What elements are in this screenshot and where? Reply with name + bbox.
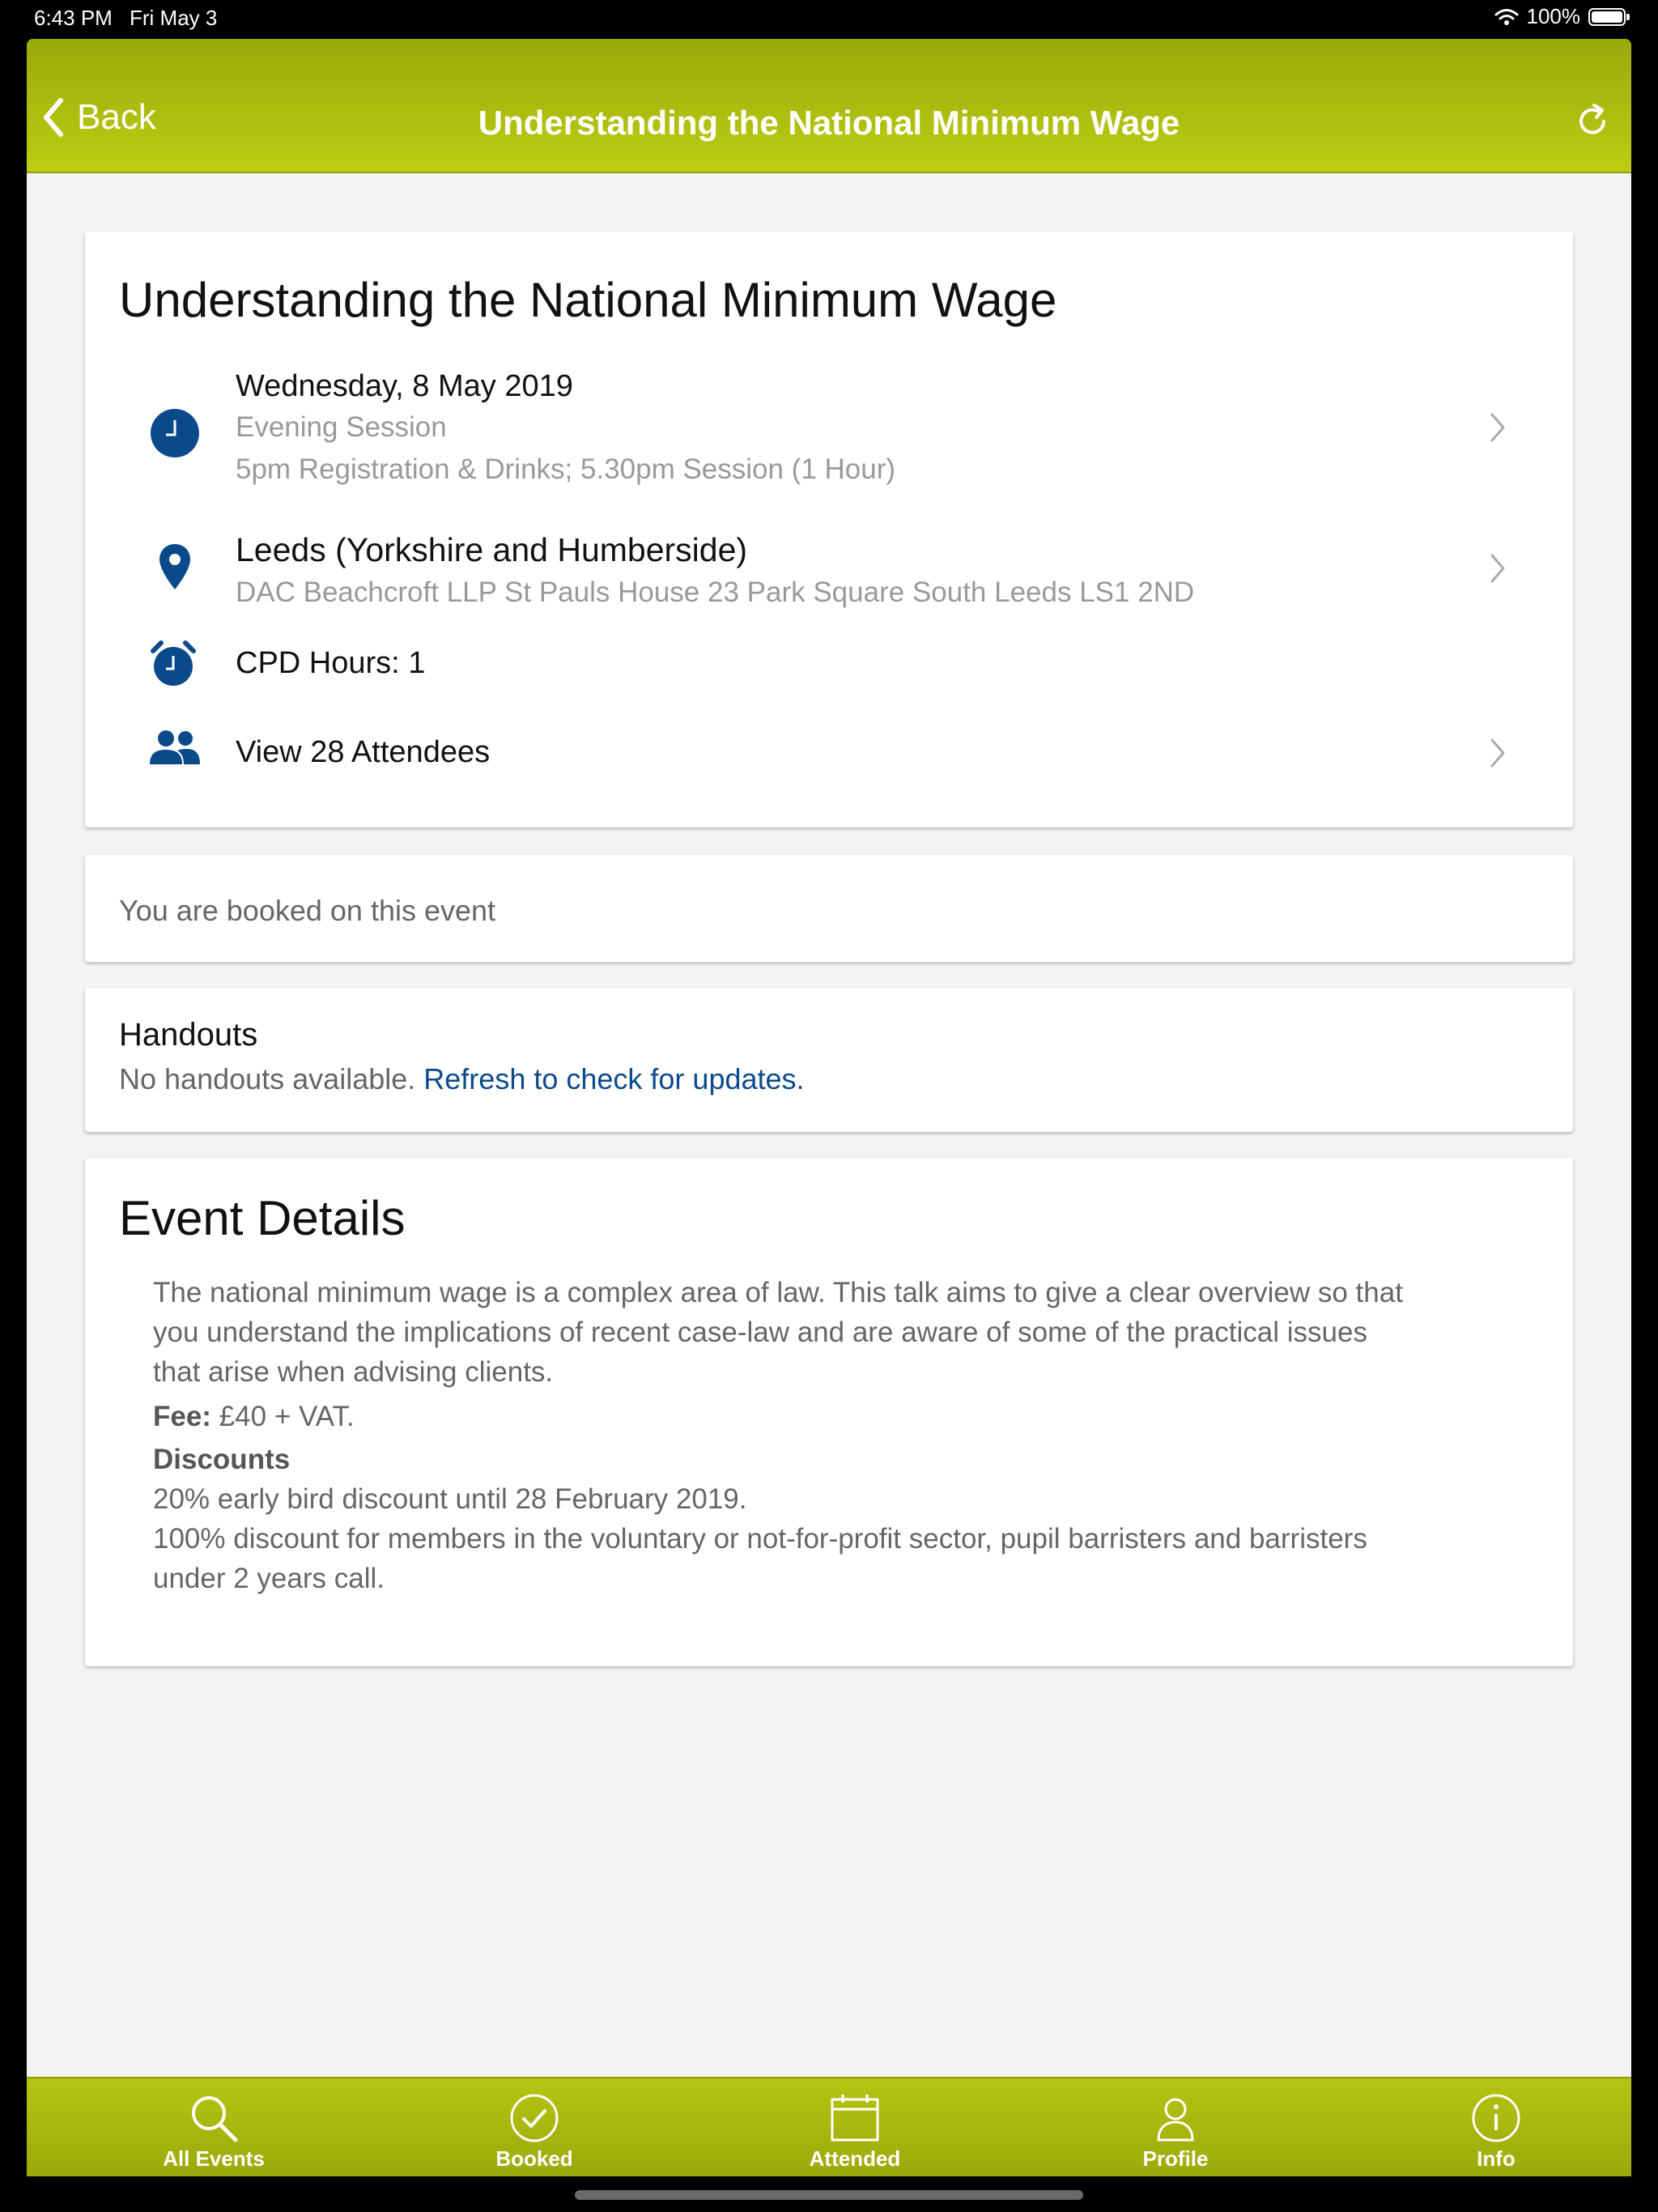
details-intro-line: you understand the implications of recent case-law and are aware of some of the practical issues [153, 1317, 1367, 1348]
clock-icon [150, 408, 200, 458]
status-right [1494, 4, 1626, 29]
battery-icon [1588, 8, 1626, 26]
chevron-right-icon [1489, 411, 1507, 444]
nav-title: Understanding the National Minimum Wage [478, 104, 1180, 142]
booking-status-card [85, 855, 1573, 962]
details-intro-line: that arise when advising clients. [153, 1356, 554, 1388]
cpd-row [85, 635, 1573, 691]
discount-line: 20% early bird discount until 28 February 2019. [153, 1483, 747, 1515]
tab-profile[interactable] [1095, 2078, 1256, 2176]
status-date: Fri May 3 [130, 6, 218, 30]
attendees-link: View 28 Attendees [236, 735, 491, 769]
refresh-button[interactable] [1573, 102, 1612, 145]
chevron-right-icon [1489, 737, 1507, 769]
handouts-title: Handouts [119, 1017, 258, 1053]
tab-all-events[interactable] [133, 2078, 295, 2176]
people-icon [148, 729, 202, 766]
attendees-row[interactable] [85, 719, 1573, 800]
event-session: Evening Session [236, 411, 447, 443]
tab-bar [27, 2077, 1631, 2176]
wifi-icon [1494, 8, 1519, 26]
location-name: Leeds (Yorkshire and Humberside) [236, 531, 748, 568]
person-icon [1150, 2093, 1201, 2143]
tab-booked[interactable] [453, 2078, 615, 2176]
tab-label: Booked [495, 2146, 573, 2171]
cpd-hours: CPD Hours: 1 [236, 646, 426, 680]
home-indicator [575, 2190, 1083, 2200]
location-row[interactable] [85, 531, 1573, 612]
check-circle-icon [509, 2093, 559, 2143]
navigation-bar [27, 39, 1631, 173]
date-row[interactable] [85, 369, 1573, 491]
tab-label: Profile [1142, 2146, 1209, 2171]
fee-value: £40 + VAT. [219, 1401, 355, 1432]
details-intro-line: The national minimum wage is a complex area of law. This talk aims to give a clear overview so that [153, 1277, 1403, 1308]
location-pin-icon [158, 542, 192, 591]
search-icon [189, 2093, 239, 2143]
event-schedule: 5pm Registration & Drinks; 5.30pm Session (1 Hour) [236, 453, 896, 485]
booking-status: You are booked on this event [119, 894, 496, 927]
details-body [153, 1273, 1545, 1598]
discounts-label: Discounts [153, 1444, 291, 1475]
event-date: Wednesday, 8 May 2019 [236, 369, 573, 403]
event-summary-card [85, 232, 1573, 827]
alarm-clock-icon [148, 638, 198, 688]
location-address: DAC Beachcroft LLP St Pauls House 23 Park Square South Leeds LS1 2ND [236, 576, 1195, 608]
details-title: Event Details [119, 1191, 406, 1245]
event-details-card [85, 1158, 1573, 1666]
event-title: Understanding the National Minimum Wage [119, 273, 1057, 327]
tab-label: Info [1477, 2146, 1516, 2171]
info-icon [1471, 2093, 1521, 2143]
tab-label: Attended [809, 2146, 901, 2171]
status-bar [0, 0, 1658, 36]
calendar-icon [830, 2093, 880, 2143]
status-time: 6:43 PM [34, 6, 113, 30]
battery-percent: 100% [1526, 4, 1580, 28]
tab-label: All Events [163, 2146, 265, 2171]
refresh-handouts-link[interactable]: Refresh to check for updates. [423, 1062, 805, 1095]
refresh-icon [1573, 102, 1612, 141]
app-window [27, 39, 1631, 2176]
fee-label: Fee: [153, 1401, 211, 1432]
handouts-empty-text: No handouts available. [119, 1062, 416, 1095]
fee-line [153, 1397, 1545, 1436]
discount-line: under 2 years call. [153, 1563, 385, 1594]
back-label: Back [77, 97, 156, 137]
handouts-card [85, 988, 1573, 1132]
chevron-right-icon [1489, 552, 1507, 585]
tab-attended[interactable] [774, 2078, 936, 2176]
tab-info[interactable] [1415, 2078, 1577, 2176]
discount-line: 100% discount for members in the voluntary or not-for-profit sector, pupil barristers and barristers [153, 1523, 1367, 1555]
